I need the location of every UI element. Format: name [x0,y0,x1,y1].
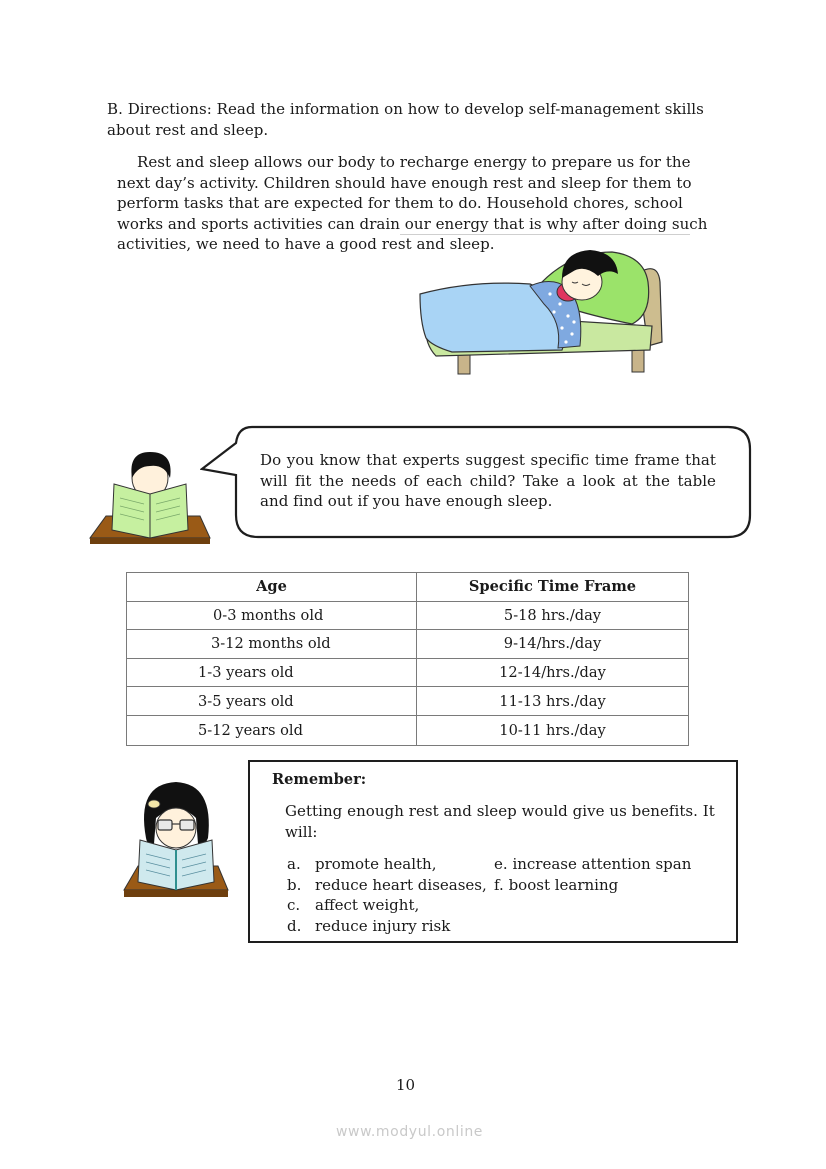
age-cell: 3-5 years old [127,687,417,716]
directions-text: B. Directions: Read the information on how to develop self-management skills about rest and sleep. [107,100,704,139]
watermark: www.modyul.online [336,1124,484,1140]
intro-paragraph: Rest and sleep allows our body to recharge energy to prepare us for the next day’s activity. Children should have enough rest and sleep for them to perform tasks that are expected for them to do. Household chores, school works and sports activities can drain our energy that is why after doing such activities, we need to have a good rest and sleep. [117,153,708,254]
benefit-item [494,854,691,875]
benefit-text: reduce injury risk [315,917,451,935]
boy-reading-illustration [88,448,212,548]
benefit-item [287,895,419,916]
age-cell: 5-12 years old [127,715,417,745]
benefit-text: increase attention span [512,855,692,873]
benefit-text: reduce heart diseases, [315,876,487,894]
girl-reading-illustration [118,778,236,906]
benefit-letter: f. [494,876,504,894]
benefit-letter: a. [287,855,301,873]
page-number: 10 [396,1076,416,1094]
time-frame-cell: 11-13 hrs./day [417,687,689,716]
age-cell: 1-3 years old [127,658,417,687]
age-cell: 3-12 months old [127,630,417,659]
speech-bubble-text: Do you know that experts suggest specific time frame that will fit the needs of each child? Take a look at the table and find out if you have enough sleep. [260,451,716,511]
hair-clip-icon [148,800,160,808]
table-row [127,630,689,659]
sleep-time-table [126,572,689,746]
benefit-letter: c. [287,896,301,914]
time-frame-cell: 12-14/hrs./day [417,658,689,687]
time-frame-column-header: Specific Time Frame [417,573,689,602]
table-header-row [127,573,689,602]
table-row [127,658,689,687]
time-frame-cell: 10-11 hrs./day [417,715,689,745]
benefit-item [287,854,436,875]
benefit-letter: e. [494,855,508,873]
time-frame-cell: 5-18 hrs./day [417,601,689,630]
sleeping-child-illustration [412,242,664,377]
benefit-letter: d. [287,917,302,935]
table-row [127,715,689,745]
benefit-item [287,916,450,937]
benefit-text: promote health, [315,855,437,873]
text-underline-divider [400,234,690,235]
benefit-text: boost learning [508,876,619,894]
benefit-item [494,875,618,896]
benefit-letter: b. [287,876,302,894]
time-frame-cell: 9-14/hrs./day [417,630,689,659]
table-row [127,687,689,716]
remember-intro: Getting enough rest and sleep would give us benefits. It will: [285,802,715,841]
remember-title: Remember: [272,771,367,788]
age-cell: 0-3 months old [127,601,417,630]
desk-edge-icon [124,890,228,897]
desk-edge-icon [90,538,210,544]
age-column-header: Age [127,573,417,602]
benefit-item [287,875,487,896]
table-row [127,601,689,630]
benefit-text: affect weight, [315,896,420,914]
